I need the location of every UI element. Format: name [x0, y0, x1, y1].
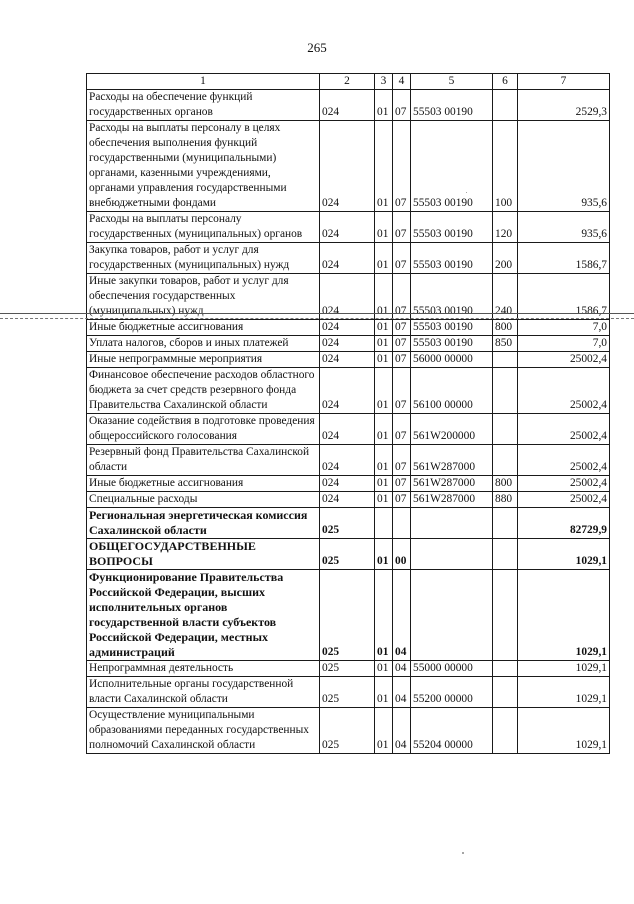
row-subsection-cell: 07 [393, 476, 411, 492]
row-subsection-cell: 07 [393, 121, 411, 212]
row-target-cell: 561W287000 [411, 445, 493, 476]
table-row [87, 320, 610, 336]
row-target-cell: 561W200000 [411, 414, 493, 445]
row-amount-cell: 1029,1 [518, 570, 610, 661]
row-target-cell: 56100 00000 [411, 368, 493, 414]
row-section-cell: 01 [375, 708, 393, 754]
table-row [87, 414, 610, 445]
row-code-cell: 024 [320, 121, 375, 212]
row-name-cell: Расходы на выплаты персоналу государственных (муниципальных) органов [87, 212, 320, 243]
row-subsection-cell: 07 [393, 320, 411, 336]
row-code-cell: 024 [320, 368, 375, 414]
row-section-cell: 01 [375, 121, 393, 212]
row-section-cell: 01 [375, 414, 393, 445]
row-code-cell: 024 [320, 243, 375, 274]
row-subsection-cell: 07 [393, 212, 411, 243]
row-target-cell: 55503 00190 [411, 212, 493, 243]
row-expense-type-cell [493, 661, 518, 677]
row-amount-cell: 935,6 [518, 121, 610, 212]
row-expense-type-cell: 880 [493, 492, 518, 508]
row-expense-type-cell [493, 368, 518, 414]
row-section-cell [375, 508, 393, 539]
row-code-cell: 024 [320, 352, 375, 368]
row-name-cell: Закупка товаров, работ и услуг для государственных (муниципальных) нужд [87, 243, 320, 274]
table-row [87, 243, 610, 274]
row-name-cell: Непрограммная деятельность [87, 661, 320, 677]
row-expense-type-cell [493, 677, 518, 708]
row-name-cell: Расходы на выплаты персоналу в целях обеспечения выполнения функций государственными (муниципальными) органами, казенными учреждениями, органами управления государственными внебюджетными фондами [87, 121, 320, 212]
row-target-cell [411, 539, 493, 570]
table-row [87, 336, 610, 352]
table-row [87, 368, 610, 414]
column-header: 4 [393, 74, 411, 90]
row-subsection-cell: 07 [393, 243, 411, 274]
row-amount-cell: 25002,4 [518, 445, 610, 476]
row-name-cell: ОБЩЕГОСУДАРСТВЕННЫЕ ВОПРОСЫ [87, 539, 320, 570]
row-amount-cell: 1029,1 [518, 539, 610, 570]
row-name-cell: Иные непрограммные мероприятия [87, 352, 320, 368]
row-code-cell: 025 [320, 539, 375, 570]
row-amount-cell: 7,0 [518, 336, 610, 352]
row-amount-cell: 25002,4 [518, 352, 610, 368]
table-row [87, 570, 610, 661]
scan-speck [466, 192, 467, 193]
row-section-cell: 01 [375, 320, 393, 336]
row-subsection-cell [393, 508, 411, 539]
row-subsection-cell: 00 [393, 539, 411, 570]
row-expense-type-cell [493, 445, 518, 476]
row-name-cell: Иные бюджетные ассигнования [87, 320, 320, 336]
row-subsection-cell: 07 [393, 492, 411, 508]
row-subsection-cell: 07 [393, 445, 411, 476]
row-code-cell: 025 [320, 570, 375, 661]
row-subsection-cell: 07 [393, 336, 411, 352]
table-row [87, 121, 610, 212]
row-code-cell: 024 [320, 336, 375, 352]
table-row [87, 677, 610, 708]
table-row [87, 508, 610, 539]
row-amount-cell: 1029,1 [518, 661, 610, 677]
row-code-cell: 024 [320, 320, 375, 336]
scan-artifact-line [0, 313, 634, 314]
row-subsection-cell: 04 [393, 570, 411, 661]
row-amount-cell: 1029,1 [518, 708, 610, 754]
row-code-cell: 024 [320, 90, 375, 121]
row-amount-cell: 25002,4 [518, 368, 610, 414]
row-code-cell: 024 [320, 445, 375, 476]
row-expense-type-cell: 800 [493, 476, 518, 492]
row-section-cell: 01 [375, 243, 393, 274]
row-code-cell: 024 [320, 212, 375, 243]
row-target-cell [411, 508, 493, 539]
row-amount-cell: 1029,1 [518, 677, 610, 708]
row-section-cell: 01 [375, 352, 393, 368]
row-target-cell: 56000 00000 [411, 352, 493, 368]
row-section-cell: 01 [375, 661, 393, 677]
row-subsection-cell: 07 [393, 90, 411, 121]
row-expense-type-cell: 120 [493, 212, 518, 243]
row-section-cell: 01 [375, 677, 393, 708]
column-header: 2 [320, 74, 375, 90]
scan-artifact-line [0, 318, 634, 319]
row-name-cell: Резервный фонд Правительства Сахалинской области [87, 445, 320, 476]
table-row [87, 708, 610, 754]
column-header: 1 [87, 74, 320, 90]
row-subsection-cell: 04 [393, 661, 411, 677]
row-section-cell: 01 [375, 539, 393, 570]
scan-speck [462, 852, 464, 854]
row-section-cell: 01 [375, 476, 393, 492]
table-row [87, 539, 610, 570]
row-section-cell: 01 [375, 445, 393, 476]
row-expense-type-cell [493, 352, 518, 368]
row-expense-type-cell [493, 539, 518, 570]
row-name-cell: Финансовое обеспечение расходов областного бюджета за счет средств резервного фонда Правительства Сахалинской области [87, 368, 320, 414]
row-target-cell [411, 570, 493, 661]
row-code-cell: 025 [320, 661, 375, 677]
row-subsection-cell: 07 [393, 274, 411, 320]
row-amount-cell: 1586,7 [518, 243, 610, 274]
row-expense-type-cell: 800 [493, 320, 518, 336]
row-target-cell: 561W287000 [411, 476, 493, 492]
row-target-cell: 55503 00190 [411, 336, 493, 352]
row-amount-cell: 25002,4 [518, 414, 610, 445]
row-code-cell: 025 [320, 708, 375, 754]
row-subsection-cell: 04 [393, 677, 411, 708]
row-expense-type-cell: 200 [493, 243, 518, 274]
row-subsection-cell: 07 [393, 352, 411, 368]
row-amount-cell: 7,0 [518, 320, 610, 336]
table-row [87, 445, 610, 476]
column-header: 7 [518, 74, 610, 90]
row-section-cell: 01 [375, 368, 393, 414]
row-expense-type-cell: 850 [493, 336, 518, 352]
row-target-cell: 55503 00190 [411, 90, 493, 121]
row-name-cell: Иные закупки товаров, работ и услуг для обеспечения государственных (муниципальных) нужд [87, 274, 320, 320]
row-expense-type-cell [493, 90, 518, 121]
row-target-cell: 55204 00000 [411, 708, 493, 754]
row-amount-cell: 25002,4 [518, 476, 610, 492]
header-row [87, 74, 610, 90]
row-name-cell: Уплата налогов, сборов и иных платежей [87, 336, 320, 352]
row-subsection-cell: 04 [393, 708, 411, 754]
row-code-cell: 024 [320, 274, 375, 320]
row-amount-cell: 935,6 [518, 212, 610, 243]
row-target-cell: 55200 00000 [411, 677, 493, 708]
row-subsection-cell: 07 [393, 368, 411, 414]
page-number: 265 [307, 40, 327, 55]
row-expense-type-cell [493, 414, 518, 445]
table-row [87, 476, 610, 492]
row-section-cell: 01 [375, 570, 393, 661]
row-name-cell: Осуществление муниципальными образованиями переданных государственных полномочий Сахалинской области [87, 708, 320, 754]
row-name-cell: Функционирование Правительства Российской Федерации, высших исполнительных органов государственной власти субъектов Российской Федерации, местных администраций [87, 570, 320, 661]
row-expense-type-cell: 240 [493, 274, 518, 320]
column-header: 3 [375, 74, 393, 90]
row-amount-cell: 25002,4 [518, 492, 610, 508]
row-expense-type-cell [493, 708, 518, 754]
row-code-cell: 024 [320, 476, 375, 492]
row-amount-cell: 2529,3 [518, 90, 610, 121]
row-target-cell: 55503 00190 [411, 243, 493, 274]
row-expense-type-cell [493, 570, 518, 661]
column-header: 5 [411, 74, 493, 90]
row-code-cell: 025 [320, 677, 375, 708]
row-name-cell: Иные бюджетные ассигнования [87, 476, 320, 492]
row-target-cell: 55000 00000 [411, 661, 493, 677]
row-code-cell: 025 [320, 508, 375, 539]
row-name-cell: Оказание содействия в подготовке проведения общероссийского голосования [87, 414, 320, 445]
table-row [87, 492, 610, 508]
row-amount-cell: 82729,9 [518, 508, 610, 539]
row-code-cell: 024 [320, 492, 375, 508]
row-subsection-cell: 07 [393, 414, 411, 445]
row-name-cell: Расходы на обеспечение функций государственных органов [87, 90, 320, 121]
row-amount-cell: 1586,7 [518, 274, 610, 320]
row-target-cell: 55503 00190 [411, 274, 493, 320]
row-section-cell: 01 [375, 336, 393, 352]
table-row [87, 352, 610, 368]
row-code-cell: 024 [320, 414, 375, 445]
row-name-cell: Специальные расходы [87, 492, 320, 508]
row-section-cell: 01 [375, 212, 393, 243]
table-row [87, 90, 610, 121]
row-section-cell: 01 [375, 274, 393, 320]
row-expense-type-cell: 100 [493, 121, 518, 212]
budget-table [86, 73, 610, 754]
row-name-cell: Исполнительные органы государственной власти Сахалинской области [87, 677, 320, 708]
table-row [87, 212, 610, 243]
row-section-cell: 01 [375, 492, 393, 508]
row-target-cell: 561W287000 [411, 492, 493, 508]
row-target-cell: 55503 00190 [411, 121, 493, 212]
row-section-cell: 01 [375, 90, 393, 121]
row-target-cell: 55503 00190 [411, 320, 493, 336]
column-header: 6 [493, 74, 518, 90]
table-row [87, 661, 610, 677]
row-expense-type-cell [493, 508, 518, 539]
row-name-cell: Региональная энергетическая комиссия Сахалинской области [87, 508, 320, 539]
